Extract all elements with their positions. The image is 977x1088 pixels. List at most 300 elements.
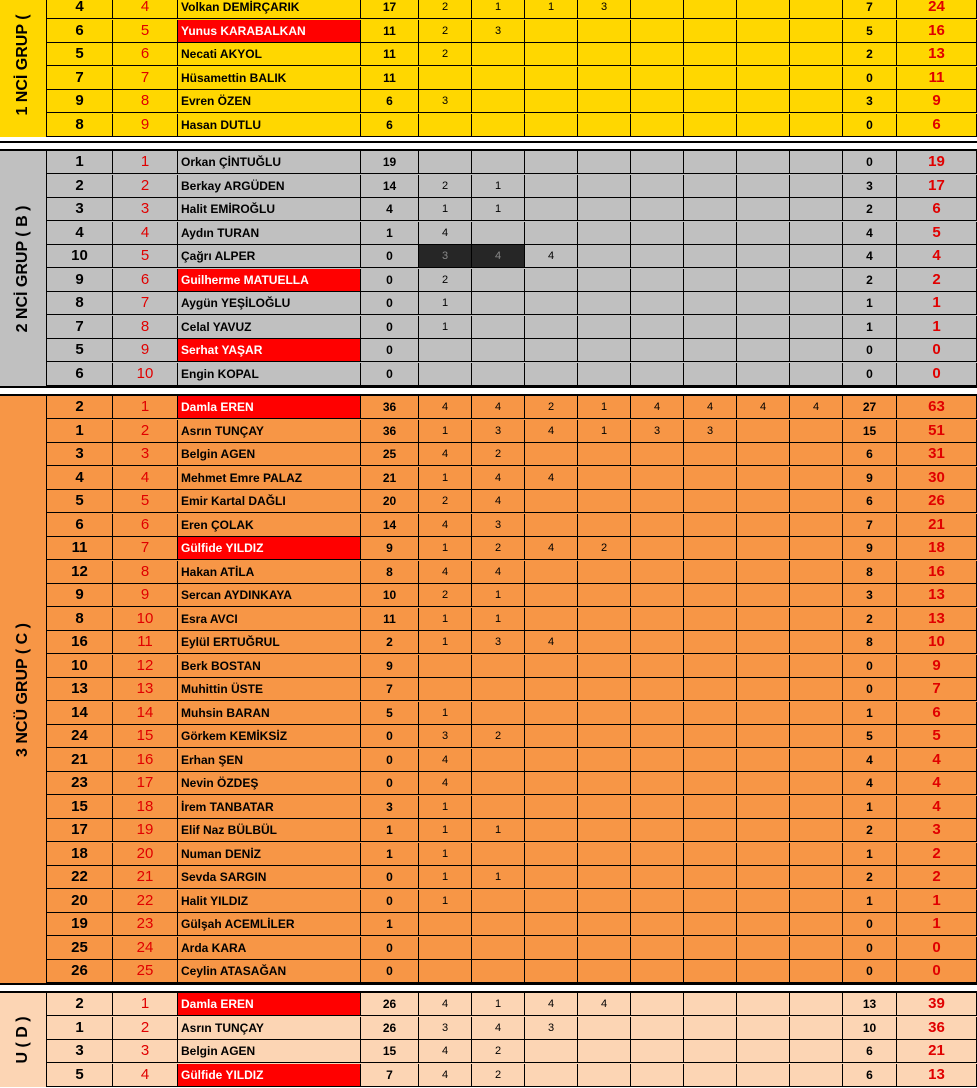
base-score: 0: [361, 772, 419, 795]
round-score: [578, 443, 631, 466]
rank-value: 8: [113, 316, 178, 339]
rank-value: 10: [113, 363, 178, 386]
round-score: [790, 175, 843, 198]
round-score: [684, 490, 737, 513]
base-score: 7: [361, 1064, 419, 1087]
round-score: [525, 20, 578, 43]
player-number: 4: [47, 222, 113, 245]
player-name: Orkan ÇİNTUĞLU: [178, 151, 361, 174]
round-score: [525, 514, 578, 537]
rank-value: 1: [113, 151, 178, 174]
round-score: [790, 561, 843, 584]
base-score: 11: [361, 67, 419, 90]
round-score: [790, 1017, 843, 1040]
base-score: 10: [361, 584, 419, 607]
round-score: 4: [525, 245, 578, 268]
round-score: [472, 937, 525, 960]
round-score: [525, 316, 578, 339]
player-number: 6: [47, 20, 113, 43]
player-number: 3: [47, 198, 113, 221]
round-score: 3: [472, 514, 525, 537]
round-score: 1: [419, 198, 472, 221]
round-sum: 2: [843, 198, 897, 221]
round-score: 3: [419, 725, 472, 748]
round-score: [684, 1064, 737, 1087]
base-score: 0: [361, 937, 419, 960]
player-name: Berk BOSTAN: [178, 655, 361, 678]
round-score: [525, 913, 578, 936]
round-score: [578, 363, 631, 386]
base-score: 1: [361, 913, 419, 936]
table-row: [47, 316, 977, 339]
round-score: [684, 960, 737, 983]
round-score: [578, 843, 631, 866]
round-score: 2: [419, 584, 472, 607]
table-row: [47, 678, 977, 701]
round-sum: 0: [843, 151, 897, 174]
base-score: 14: [361, 175, 419, 198]
round-score: [578, 43, 631, 66]
player-number: 22: [47, 866, 113, 889]
rank-value: 9: [113, 584, 178, 607]
round-score: [631, 702, 684, 725]
round-score: [790, 890, 843, 913]
round-score: [684, 678, 737, 701]
group-label-text: 1 NCİ GRUP (: [14, 13, 31, 116]
total-score: 11: [897, 67, 977, 90]
round-score: [631, 0, 684, 19]
round-score: [525, 960, 578, 983]
round-score: [684, 269, 737, 292]
round-score: [737, 43, 790, 66]
table-row: [47, 772, 977, 795]
round-score: [790, 537, 843, 560]
base-score: 11: [361, 43, 419, 66]
round-score: [578, 960, 631, 983]
base-score: 0: [361, 749, 419, 772]
player-number: 19: [47, 913, 113, 936]
round-score: [790, 292, 843, 315]
group-label: [0, 0, 47, 137]
round-score: [737, 269, 790, 292]
round-score: [472, 269, 525, 292]
rank-value: 19: [113, 819, 178, 842]
round-score: [737, 67, 790, 90]
round-score: [578, 467, 631, 490]
round-sum: 6: [843, 490, 897, 513]
player-name: Çağrı ALPER: [178, 245, 361, 268]
rank-value: 2: [113, 175, 178, 198]
round-sum: 6: [843, 443, 897, 466]
round-score: 4: [684, 396, 737, 419]
player-number: 9: [47, 90, 113, 113]
table-row: [47, 537, 977, 560]
total-score: 0: [897, 363, 977, 386]
base-score: 25: [361, 443, 419, 466]
round-score: [631, 222, 684, 245]
round-score: [525, 702, 578, 725]
total-score: 10: [897, 631, 977, 654]
rank-value: 11: [113, 631, 178, 654]
rank-value: 6: [113, 43, 178, 66]
player-number: 5: [47, 490, 113, 513]
player-number: 1: [47, 151, 113, 174]
round-score: [790, 443, 843, 466]
rank-value: 18: [113, 796, 178, 819]
table-row: [47, 514, 977, 537]
table-row: [47, 561, 977, 584]
round-score: [525, 151, 578, 174]
round-score: 4: [419, 993, 472, 1016]
round-score: [631, 43, 684, 66]
table-row: [47, 363, 977, 386]
round-score: [631, 843, 684, 866]
total-score: 6: [897, 114, 977, 137]
total-score: 1: [897, 913, 977, 936]
round-score: [525, 678, 578, 701]
round-score: [631, 339, 684, 362]
total-score: 39: [897, 993, 977, 1016]
total-score: 5: [897, 222, 977, 245]
table-row: [47, 175, 977, 198]
round-score: [790, 937, 843, 960]
player-number: 5: [47, 339, 113, 362]
rank-value: 8: [113, 561, 178, 584]
round-score: [737, 490, 790, 513]
round-score: [631, 1017, 684, 1040]
table-row: [47, 0, 977, 19]
player-name: Aydın TURAN: [178, 222, 361, 245]
player-name: Evren ÖZEN: [178, 90, 361, 113]
round-score: [790, 819, 843, 842]
base-score: 5: [361, 702, 419, 725]
player-name: İrem TANBATAR: [178, 796, 361, 819]
round-score: 3: [419, 90, 472, 113]
round-score: 4: [419, 749, 472, 772]
table-row: [47, 993, 977, 1016]
player-number: 26: [47, 960, 113, 983]
round-score: [525, 198, 578, 221]
round-score: [737, 561, 790, 584]
player-name: Gülfide YILDIZ: [178, 1064, 361, 1087]
player-name: Aygün YEŞİLOĞLU: [178, 292, 361, 315]
round-score: [578, 245, 631, 268]
total-score: 9: [897, 90, 977, 113]
round-score: [790, 843, 843, 866]
round-score: [578, 725, 631, 748]
round-sum: 3: [843, 90, 897, 113]
round-score: [525, 43, 578, 66]
player-name: Damla EREN: [178, 396, 361, 419]
total-score: 2: [897, 269, 977, 292]
player-name: Berkay ARGÜDEN: [178, 175, 361, 198]
round-score: [737, 443, 790, 466]
round-score: [578, 90, 631, 113]
round-score: [737, 514, 790, 537]
round-score: [419, 960, 472, 983]
rank-value: 20: [113, 843, 178, 866]
player-number: 18: [47, 843, 113, 866]
round-score: [525, 584, 578, 607]
round-score: [684, 175, 737, 198]
table-row: [47, 114, 977, 137]
player-number: 2: [47, 396, 113, 419]
round-score: 2: [419, 175, 472, 198]
round-score: [472, 114, 525, 137]
round-score: [419, 67, 472, 90]
player-number: 8: [47, 114, 113, 137]
rank-value: 13: [113, 678, 178, 701]
player-name: Asrın TUNÇAY: [178, 420, 361, 443]
round-sum: 0: [843, 678, 897, 701]
round-sum: 7: [843, 514, 897, 537]
round-score: [472, 702, 525, 725]
round-score: [472, 890, 525, 913]
round-sum: 2: [843, 269, 897, 292]
player-number: 21: [47, 749, 113, 772]
group-rows: [47, 151, 977, 386]
table-row: [47, 796, 977, 819]
table-row: [47, 725, 977, 748]
round-score: [578, 339, 631, 362]
round-sum: 8: [843, 561, 897, 584]
rank-value: 3: [113, 1040, 178, 1063]
player-name: Necati AKYOL: [178, 43, 361, 66]
round-score: [472, 292, 525, 315]
round-score: [631, 993, 684, 1016]
round-score: [684, 20, 737, 43]
group-label-text: U ( D ): [14, 1016, 31, 1064]
round-score: 2: [419, 20, 472, 43]
player-number: 15: [47, 796, 113, 819]
round-score: [472, 43, 525, 66]
round-score: [631, 725, 684, 748]
round-score: [525, 269, 578, 292]
rank-value: 14: [113, 702, 178, 725]
round-sum: 1: [843, 316, 897, 339]
player-number: 23: [47, 772, 113, 795]
round-score: 2: [472, 725, 525, 748]
round-score: [790, 316, 843, 339]
round-score: [578, 151, 631, 174]
round-score: [790, 631, 843, 654]
round-score: [578, 292, 631, 315]
round-score: [737, 198, 790, 221]
round-score: [684, 292, 737, 315]
player-name: Belgin AGEN: [178, 443, 361, 466]
round-score: 2: [419, 43, 472, 66]
player-name: Gülşah ACEMLİLER: [178, 913, 361, 936]
round-score: [684, 796, 737, 819]
round-score: [578, 490, 631, 513]
player-name: Ceylin ATASAĞAN: [178, 960, 361, 983]
round-score: 4: [472, 561, 525, 584]
table-row: [47, 1064, 977, 1087]
round-score: [525, 339, 578, 362]
group-label-text: 2 NCİ GRUP ( B ): [14, 205, 31, 332]
player-name: Serhat YAŞAR: [178, 339, 361, 362]
table-row: [47, 843, 977, 866]
round-score: [684, 843, 737, 866]
round-score: 4: [525, 993, 578, 1016]
table-row: [47, 584, 977, 607]
round-score: [525, 561, 578, 584]
round-score: [790, 420, 843, 443]
round-score: [631, 90, 684, 113]
base-score: 0: [361, 890, 419, 913]
round-score: [631, 316, 684, 339]
total-score: 13: [897, 584, 977, 607]
round-score: 1: [472, 0, 525, 19]
base-score: 0: [361, 725, 419, 748]
round-score: [578, 67, 631, 90]
round-score: 1: [472, 866, 525, 889]
group-separator: [0, 141, 977, 151]
round-score: 1: [419, 537, 472, 560]
round-score: [472, 843, 525, 866]
round-score: [578, 937, 631, 960]
round-score: [737, 292, 790, 315]
round-score: [684, 363, 737, 386]
round-sum: 3: [843, 584, 897, 607]
base-score: 26: [361, 1017, 419, 1040]
total-score: 4: [897, 749, 977, 772]
player-name: Belgin AGEN: [178, 1040, 361, 1063]
total-score: 0: [897, 339, 977, 362]
round-score: [684, 537, 737, 560]
round-sum: 6: [843, 1064, 897, 1087]
round-score: [684, 819, 737, 842]
round-score: [684, 316, 737, 339]
round-score: [737, 1017, 790, 1040]
round-score: [684, 222, 737, 245]
base-score: 3: [361, 796, 419, 819]
group-block: [0, 0, 977, 137]
round-score: [737, 890, 790, 913]
group-label-text: 3 NCÜ GRUP ( C ): [14, 622, 31, 757]
total-score: 13: [897, 608, 977, 631]
player-name: Sevda SARGIN: [178, 866, 361, 889]
round-score: [525, 819, 578, 842]
player-name: Emir Kartal DAĞLI: [178, 490, 361, 513]
round-sum: 2: [843, 608, 897, 631]
round-score: [419, 655, 472, 678]
round-score: [472, 960, 525, 983]
round-score: [790, 151, 843, 174]
round-sum: 9: [843, 467, 897, 490]
round-score: [472, 678, 525, 701]
rank-value: 22: [113, 890, 178, 913]
round-sum: 10: [843, 1017, 897, 1040]
round-score: [737, 843, 790, 866]
round-score: 4: [419, 1040, 472, 1063]
player-name: Nevin ÖZDEŞ: [178, 772, 361, 795]
player-number: 3: [47, 443, 113, 466]
round-score: 3: [472, 420, 525, 443]
table-row: [47, 420, 977, 443]
total-score: 1: [897, 890, 977, 913]
player-name: Yunus KARABALKAN: [178, 20, 361, 43]
total-score: 19: [897, 151, 977, 174]
rank-value: 16: [113, 749, 178, 772]
player-number: 9: [47, 584, 113, 607]
round-score: [578, 316, 631, 339]
round-score: [684, 937, 737, 960]
total-score: 24: [897, 0, 977, 19]
round-score: [737, 584, 790, 607]
rank-value: 7: [113, 67, 178, 90]
round-score: [578, 678, 631, 701]
base-score: 0: [361, 316, 419, 339]
player-number: 5: [47, 43, 113, 66]
base-score: 1: [361, 222, 419, 245]
round-score: [737, 339, 790, 362]
player-number: 7: [47, 67, 113, 90]
round-score: [790, 339, 843, 362]
player-number: 8: [47, 608, 113, 631]
round-score: [737, 725, 790, 748]
player-name: Damla EREN: [178, 993, 361, 1016]
round-sum: 9: [843, 537, 897, 560]
round-score: 4: [419, 396, 472, 419]
round-score: [737, 913, 790, 936]
round-score: 1: [419, 819, 472, 842]
round-sum: 0: [843, 339, 897, 362]
round-score: 3: [472, 20, 525, 43]
table-row: [47, 467, 977, 490]
round-sum: 2: [843, 866, 897, 889]
round-score: [578, 796, 631, 819]
round-score: [631, 796, 684, 819]
round-score: [525, 490, 578, 513]
player-number: 10: [47, 655, 113, 678]
round-score: [578, 222, 631, 245]
round-score: [578, 175, 631, 198]
round-score: 1: [419, 316, 472, 339]
player-number: 2: [47, 993, 113, 1016]
round-sum: 6: [843, 1040, 897, 1063]
round-score: [684, 198, 737, 221]
rank-value: 12: [113, 655, 178, 678]
table-row: [47, 913, 977, 936]
round-score: [737, 631, 790, 654]
group-block: [0, 396, 977, 984]
round-score: [525, 443, 578, 466]
round-score: [578, 1064, 631, 1087]
round-score: [578, 655, 631, 678]
round-score: 3: [578, 0, 631, 19]
round-score: [684, 993, 737, 1016]
round-score: [790, 467, 843, 490]
round-score: [790, 678, 843, 701]
round-score: [684, 1017, 737, 1040]
round-score: [684, 655, 737, 678]
round-sum: 0: [843, 655, 897, 678]
round-score: [419, 151, 472, 174]
round-score: [790, 913, 843, 936]
rank-value: 6: [113, 514, 178, 537]
table-row: [47, 655, 977, 678]
round-score: [631, 114, 684, 137]
player-number: 4: [47, 467, 113, 490]
base-score: 6: [361, 114, 419, 137]
player-number: 7: [47, 316, 113, 339]
group-rows: [47, 0, 977, 137]
round-score: [631, 537, 684, 560]
player-name: Arda KARA: [178, 937, 361, 960]
rank-value: 9: [113, 114, 178, 137]
round-score: [578, 749, 631, 772]
